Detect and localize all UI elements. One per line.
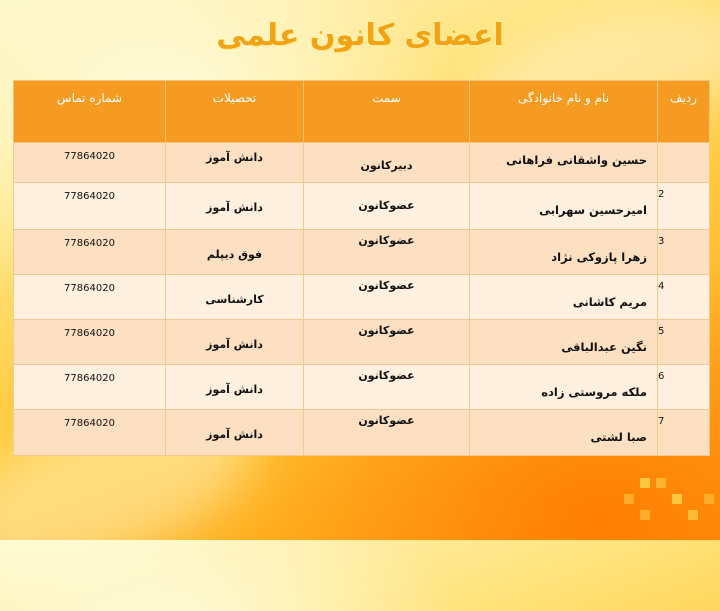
row-education: دانش آموز (166, 410, 304, 456)
row-education: کارشناسی (166, 275, 304, 320)
row-education: دانش آموز (166, 183, 304, 230)
row-phone: 77864020 (14, 275, 166, 320)
table-row (14, 143, 710, 183)
row-index (658, 143, 710, 183)
slide-title: اعضای کانون علمی (216, 18, 504, 53)
table-row (14, 365, 710, 410)
row-phone: 77864020 (14, 320, 166, 365)
row-name: زهرا پازوکی نژاد (470, 230, 658, 275)
row-name: امیرحسین سهرابی (470, 183, 658, 230)
row-index: 7 (658, 410, 710, 456)
row-education: دانش آموز (166, 365, 304, 410)
row-index: 3 (658, 230, 710, 275)
table-row (14, 410, 710, 456)
row-role: عضوکانون (304, 230, 470, 275)
row-index: 5 (658, 320, 710, 365)
table-row (14, 275, 710, 320)
row-name: صبا لشتی (470, 410, 658, 456)
row-role: عضوکانون (304, 365, 470, 410)
row-phone: 77864020 (14, 143, 166, 183)
row-phone: 77864020 (14, 365, 166, 410)
row-index: 6 (658, 365, 710, 410)
row-education: فوق دیپلم (166, 230, 304, 275)
header-role: سمت (304, 81, 470, 143)
table-row (14, 183, 710, 230)
row-name: مریم کاشانی (470, 275, 658, 320)
row-role: عضوکانون (304, 320, 470, 365)
row-index: 2 (658, 183, 710, 230)
row-phone: 77864020 (14, 410, 166, 456)
row-education: دانش آموز (166, 143, 304, 183)
row-phone: 77864020 (14, 230, 166, 275)
table-row (14, 230, 710, 275)
row-name: حسین واشقانی فراهانی (470, 143, 658, 183)
table-header-row (14, 81, 710, 143)
header-education: تحصیلات (166, 81, 304, 143)
members-table (13, 80, 710, 456)
row-phone: 77864020 (14, 183, 166, 230)
header-index: ردیف (658, 81, 710, 143)
row-role: عضوکانون (304, 183, 470, 230)
row-index: 4 (658, 275, 710, 320)
row-role: عضوکانون (304, 410, 470, 456)
header-name: نام و نام خانوادگی (470, 81, 658, 143)
row-role: عضوکانون (304, 275, 470, 320)
row-education: دانش آموز (166, 320, 304, 365)
header-phone: شماره تماس (14, 81, 166, 143)
row-role: دبیرکانون (304, 143, 470, 183)
row-name: ملکه مروستی زاده (470, 365, 658, 410)
table-row (14, 320, 710, 365)
row-name: نگین عبدالباقی (470, 320, 658, 365)
